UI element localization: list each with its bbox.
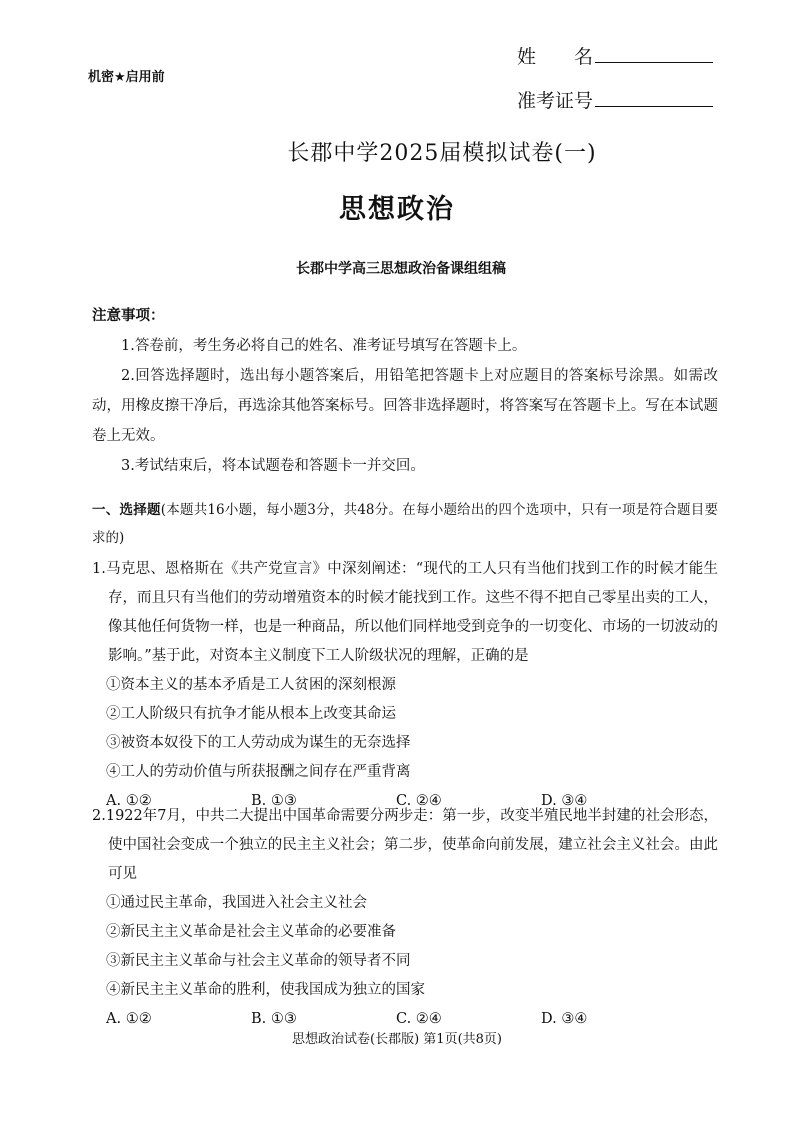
name-label: 姓 名 bbox=[517, 46, 594, 68]
question-text: 1922年7月，中共二大提出中国革命需要分两步走：第一步，改变半殖民地半封建的社会形态，使中国社会变成一个独立的民主主义社会；第二步，使革命向前发展，建立社会主义社会。由此可见 bbox=[105, 808, 718, 882]
question-1 bbox=[92, 555, 718, 816]
notice-heading: 注意事项： bbox=[92, 308, 165, 324]
question-stem bbox=[92, 555, 718, 671]
name-blank[interactable] bbox=[595, 44, 713, 63]
exam-id-field[interactable] bbox=[517, 86, 713, 113]
question-number: 1. bbox=[92, 561, 106, 577]
subject-title: 思想政治 bbox=[339, 194, 455, 225]
exam-id-label: 准考证号 bbox=[517, 90, 594, 112]
section-instruction: (本题共16小题，每小题3分，共48分。在每小题给出的四个选项中，只有一项是符合题目要求的) bbox=[92, 502, 718, 546]
notice-item: 2.回答选择题时，选出每小题答案后，用铅笔把答题卡上对应题目的答案标号涂黑。如需改动，用橡皮擦干净后，再选涂其他答案标号。回答非选择题时，将答案写在答题卡上。写在本试题卷上无效。 bbox=[92, 368, 718, 444]
choice-a[interactable]: A. ①② bbox=[106, 1011, 152, 1027]
question-option: ①通过民主革命，我国进入社会主义社会 bbox=[106, 895, 367, 911]
question-stem bbox=[92, 802, 718, 889]
confidential-label: 机密★启用前 bbox=[88, 70, 165, 85]
choice-b[interactable]: B. ①③ bbox=[251, 1011, 297, 1027]
question-2 bbox=[92, 802, 718, 1034]
notice-item: 1.答卷前，考生务必将自己的姓名、准考证号填写在答题卡上。 bbox=[121, 338, 527, 354]
choice-b[interactable]: B. ①③ bbox=[251, 793, 297, 809]
choice-a[interactable]: A. ①② bbox=[106, 793, 152, 809]
question-option: ④工人的劳动价值与所获报酬之间存在严重背离 bbox=[106, 764, 411, 780]
question-text: 马克思、恩格斯在《共产党宣言》中深刻阐述：“现代的工人只有当他们找到工作的时候才能生存，而且只有当他们的劳动增殖资本的时候才能找到工作。这些不得不把自己零星出卖的工人，像其他任何货物一样，也是一种商品，所以他们同样地受到竞争的一切变化、市场的一切波动的影响。”基于此，对资本主义制度下工人阶级状况的理解，正确的是 bbox=[105, 561, 718, 664]
page-footer: 思想政治试卷(长郡版) 第1页(共8页) bbox=[292, 1032, 502, 1047]
question-option: ②工人阶级只有抗争才能从根本上改变其命运 bbox=[106, 706, 396, 722]
notice-block bbox=[92, 301, 718, 481]
question-option: ①资本主义的基本矛盾是工人贫困的深刻根源 bbox=[106, 677, 396, 693]
choice-d[interactable]: D. ③④ bbox=[541, 793, 588, 809]
question-option: ③被资本奴役下的工人劳动成为谋生的无奈选择 bbox=[106, 735, 411, 751]
question-option: ②新民主主义革命是社会主义革命的必要准备 bbox=[106, 924, 396, 940]
choice-c[interactable]: C. ②④ bbox=[396, 1011, 442, 1027]
exam-title: 长郡中学2025届模拟试卷(一) bbox=[287, 141, 597, 166]
question-option: ③新民主主义革命与社会主义革命的领导者不同 bbox=[106, 953, 411, 969]
choice-c[interactable]: C. ②④ bbox=[396, 793, 442, 809]
section-heading: 一、选择题 bbox=[92, 502, 161, 518]
section-heading-block bbox=[92, 496, 718, 552]
author-line: 长郡中学高三思想政治备课组组稿 bbox=[296, 261, 506, 277]
question-number: 2. bbox=[92, 808, 106, 824]
question-option: ④新民主主义革命的胜利，使我国成为独立的国家 bbox=[106, 982, 425, 998]
name-field[interactable] bbox=[517, 42, 713, 69]
choice-d[interactable]: D. ③④ bbox=[541, 1011, 588, 1027]
exam-id-blank[interactable] bbox=[595, 88, 713, 107]
notice-item: 3.考试结束后，将本试题卷和答题卡一并交回。 bbox=[121, 458, 425, 474]
